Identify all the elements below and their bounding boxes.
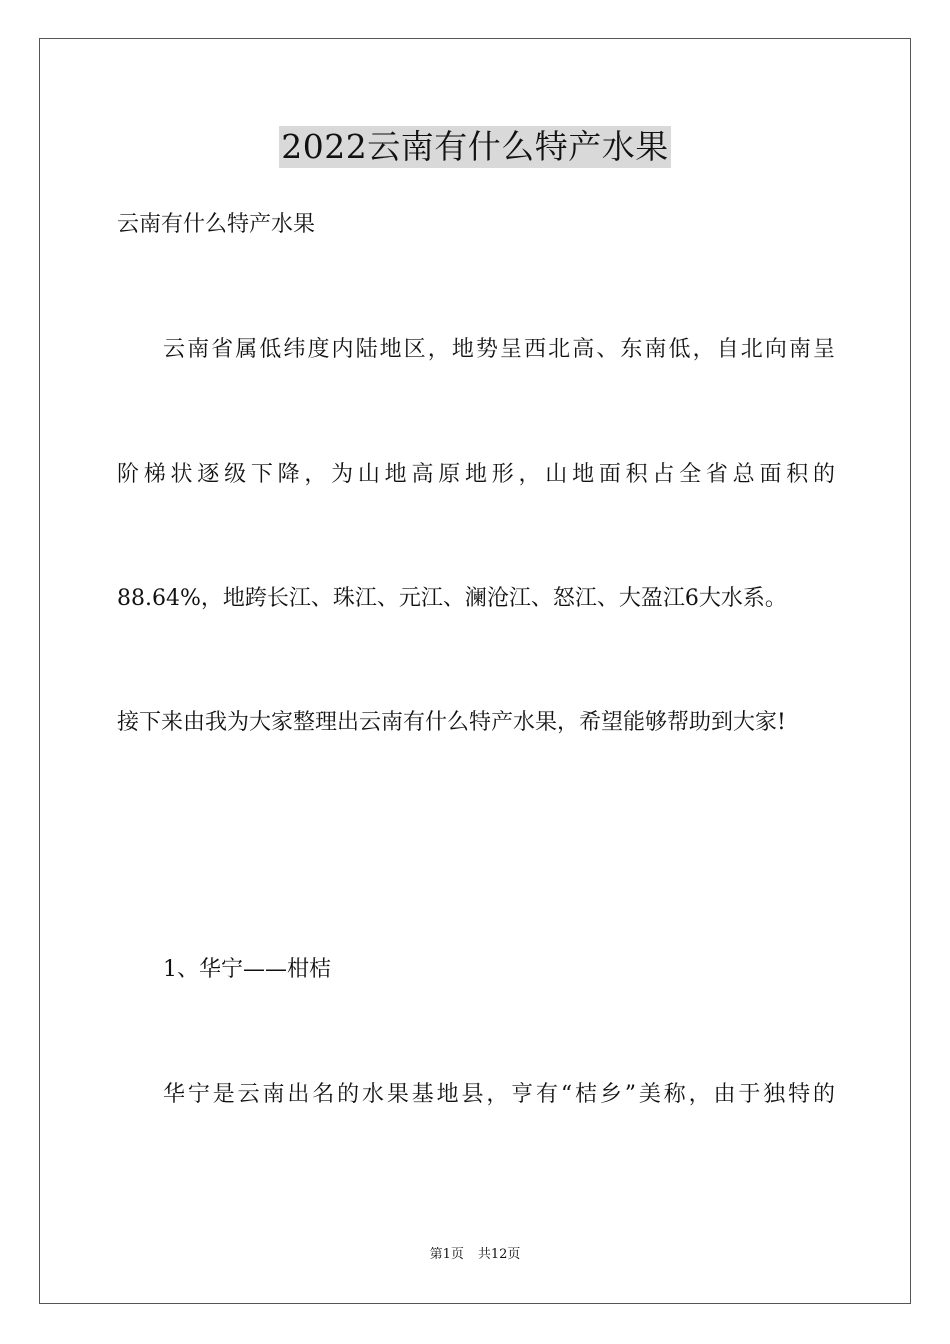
paragraph-1-line-4: 接下来由我为大家整理出云南有什么特产水果，希望能够帮助到大家! xyxy=(117,710,786,735)
page-footer xyxy=(0,1246,950,1264)
page-number: 第1页 xyxy=(429,1247,464,1262)
document-subtitle: 云南有什么特产水果 xyxy=(117,212,316,237)
paragraph-1-line-2: 阶梯状逐级下降，为山地高原地形，山地面积占全省总面积的 xyxy=(117,462,835,487)
page-total: 共12页 xyxy=(477,1247,521,1262)
title-container xyxy=(0,126,950,168)
paragraph-1-line-3: 88.64%，地跨长江、珠江、元江、澜沧江、怒江、大盈江6大水系。 xyxy=(117,586,787,611)
section-1-heading: 1、华宁——柑桔 xyxy=(163,957,331,982)
paragraph-1-line-1: 云南省属低纬度内陆地区，地势呈西北高、东南低，自北向南呈 xyxy=(163,337,835,362)
paragraph-2-line-1: 华宁是云南出名的水果基地县，亨有“桔乡”美称，由于独特的 xyxy=(163,1082,835,1107)
document-title: 2022云南有什么特产水果 xyxy=(281,127,669,166)
